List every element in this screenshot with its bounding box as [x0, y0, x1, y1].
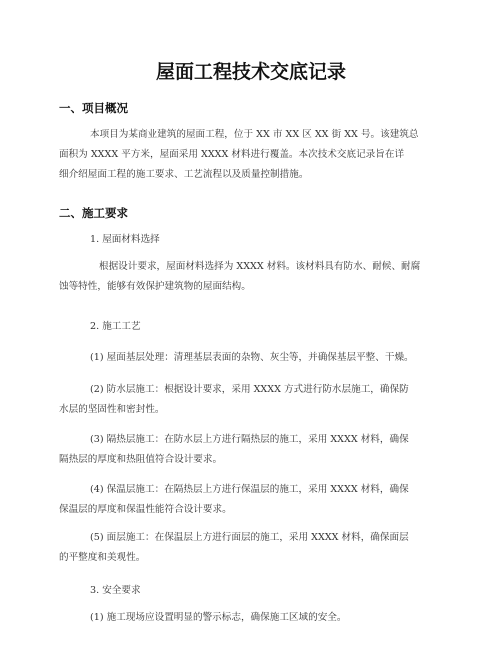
process-step-1 [59, 348, 444, 368]
step-line: 水层的坚固性和密封性。 [59, 404, 165, 415]
subsection-label-construction-process: 2. 施工工艺 [90, 321, 141, 332]
section-heading-construction-requirements: 二、施工要求 [59, 206, 128, 220]
step-line: (4) 保温层施工：在隔热层上方进行保温层的施工，采用 XXXX 材料，确保 [90, 484, 409, 495]
step-line: (1) 施工现场应设置明显的警示标志，确保施工区域的安全。 [90, 612, 347, 623]
step-line: (1) 屋面基层处理：清理基层表面的杂物、灰尘等，并确保基层平整、干燥。 [90, 352, 414, 363]
step-line: (5) 面层施工：在保温层上方进行面层的施工，采用 XXXX 材料，确保面层 [90, 532, 409, 543]
process-step-3 [59, 430, 444, 470]
safety-step-1 [59, 608, 444, 628]
project-overview-paragraph [59, 125, 444, 185]
section-heading-project-overview: 一、项目概况 [59, 101, 128, 115]
step-line: 隔热层的厚度和热阻值符合设计要求。 [59, 454, 223, 465]
paragraph-line: 本项目为某商业建筑的屋面工程，位于 XX 市 XX 区 XX 街 XX 号。该建筑总 [90, 129, 419, 140]
paragraph-line: 蚀等特性，能够有效保护建筑物的屋面结构。 [59, 281, 251, 292]
step-line: 保温层的厚度和保温性能符合设计要求。 [59, 504, 232, 515]
process-step-5 [59, 528, 444, 568]
subsection-label-safety-requirements: 3. 安全要求 [90, 585, 141, 596]
process-step-4 [59, 480, 444, 520]
paragraph-line: 面积为 XXXX 平方米，屋面采用 XXXX 材料进行覆盖。本次技术交底记录旨在详 [59, 149, 405, 160]
document-title: 屋面工程技术交底记录 [155, 61, 346, 83]
material-selection-paragraph [59, 257, 444, 297]
step-line: (2) 防水层施工：根据设计要求，采用 XXXX 方式进行防水层施工，确保防 [90, 384, 409, 395]
step-line: 的平整度和美观性。 [59, 552, 146, 563]
process-step-2 [59, 380, 444, 420]
paragraph-line: 细介绍屋面工程的施工要求、工艺流程以及质量控制措施。 [59, 169, 309, 180]
step-line: (3) 隔热层施工：在防水层上方进行隔热层的施工，采用 XXXX 材料，确保 [90, 434, 409, 445]
subsection-label-material-selection: 1. 屋面材料选择 [90, 234, 160, 245]
paragraph-line: 根据设计要求，屋面材料选择为 XXXX 材料。该材料具有防水、耐候、耐腐 [99, 261, 421, 272]
